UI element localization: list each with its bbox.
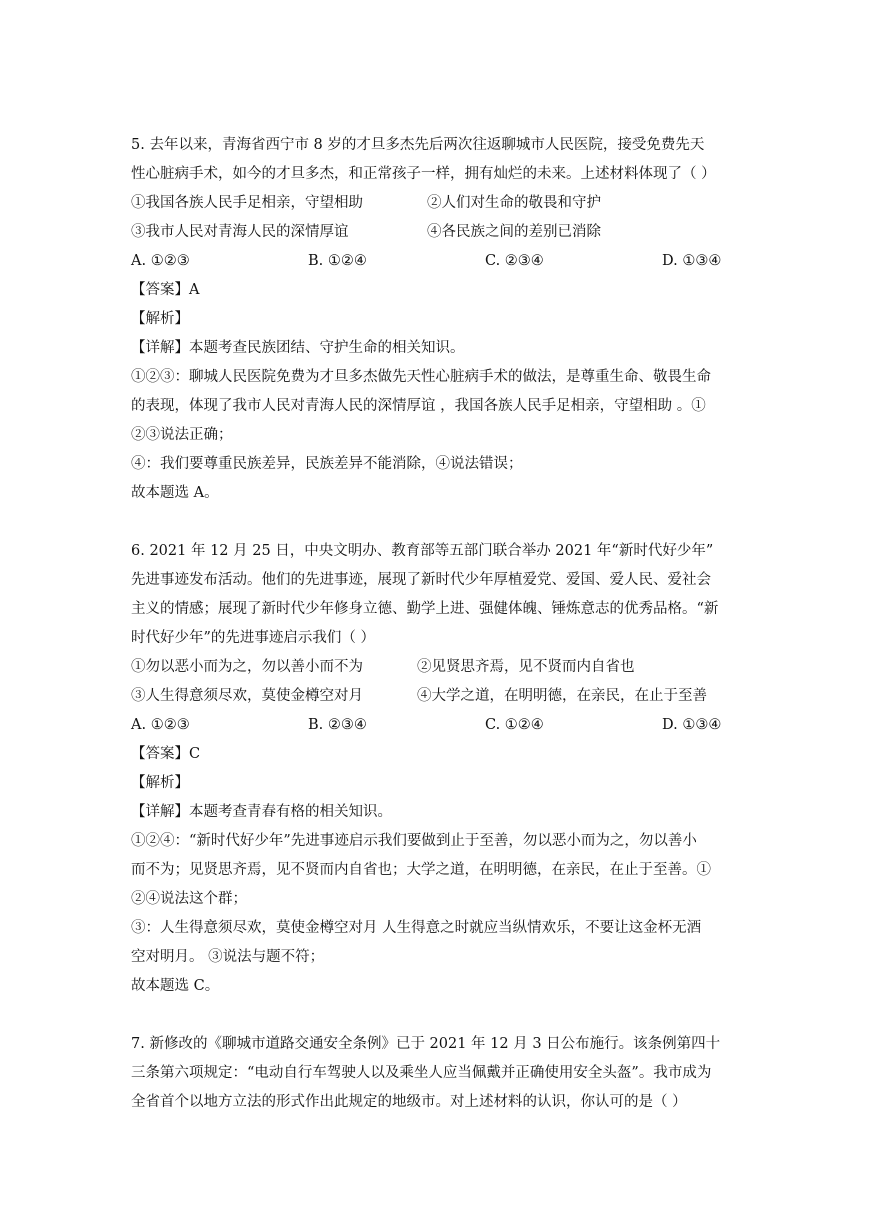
q6-explanation-line-5: 空对明月。 ③说法与题不符； bbox=[131, 949, 325, 965]
q5-conclusion: 故本题选 A。 bbox=[131, 485, 219, 501]
q6-explanation-line-3: ②④说法这个群； bbox=[131, 891, 247, 907]
q5-statement-3: ③我市人民对青海人民的深情厚谊 bbox=[131, 224, 349, 240]
q6-statement-4: ④大学之道，在明明德，在亲民，在止于至善 bbox=[417, 688, 707, 704]
q6-statement-3: ③人生得意须尽欢，莫使金樽空对月 bbox=[131, 688, 363, 704]
q6-option-d: D. ①③④ bbox=[662, 717, 722, 733]
q7-stem-line-3: 全省首个以地方立法的形式作出此规定的地级市。对上述材料的认识，你认可的是（ ） bbox=[131, 1094, 687, 1110]
q6-option-c: C. ①②④ bbox=[485, 717, 544, 733]
q5-statements-row-2 bbox=[131, 222, 741, 242]
q6-explanation-line-2: 而不为；见贤思齐焉，见不贤而内自省也；大学之道，在明明德，在亲民，在止于至善。① bbox=[131, 862, 711, 878]
q5-option-b: B. ①②④ bbox=[308, 253, 367, 269]
q5-answer: 【答案】A bbox=[131, 282, 200, 298]
q6-option-b: B. ②③④ bbox=[308, 717, 367, 733]
q5-detail: 【详解】本题考查民族团结、守护生命的相关知识。 bbox=[131, 340, 465, 356]
q5-statement-1: ①我国各族人民手足相亲，守望相助 bbox=[131, 195, 363, 211]
q6-statements-row-1 bbox=[131, 657, 741, 677]
q5-explanation-line-1: ①②③：聊城人民医院免费为才旦多杰做先天性心脏病手术的做法，是尊重生命、敬畏生命 bbox=[131, 369, 711, 385]
q6-statement-2: ②见贤思齐焉，见不贤而内自省也 bbox=[417, 659, 635, 675]
q5-explanation-line-4: ④：我们要尊重民族差异，民族差异不能消除，④说法错误； bbox=[131, 456, 523, 472]
q5-statement-2: ②人们对生命的敬畏和守护 bbox=[427, 195, 601, 211]
q5-option-d: D. ①③④ bbox=[662, 253, 722, 269]
q6-analysis-heading: 【解析】 bbox=[131, 775, 189, 791]
q7-stem-line-2: 三条第六项规定：“电动自行车驾驶人以及乘坐人应当佩戴并正确使用安全头盔”。我市成为 bbox=[131, 1065, 712, 1081]
q5-explanation-line-3: ②③说法正确； bbox=[131, 427, 233, 443]
q6-statements-row-2 bbox=[131, 686, 741, 706]
q7-stem-line-1: 7. 新修改的《聊城市道路交通安全条例》已于 2021 年 12 月 3 日公布施行。该条例第四十 bbox=[131, 1036, 721, 1052]
q6-detail: 【详解】本题考查青春有格的相关知识。 bbox=[131, 804, 392, 820]
q5-statements-row-1 bbox=[131, 193, 741, 213]
q5-stem-line-2: 性心脏病手术，如今的才旦多杰，和正常孩子一样，拥有灿烂的未来。上述材料体现了（ ） bbox=[131, 166, 716, 182]
q6-options-row bbox=[131, 715, 741, 735]
q5-options-row bbox=[131, 251, 741, 271]
q6-stem-line-2: 先进事迹发布活动。他们的先进事迹，展现了新时代少年厚植爱党、爱国、爱人民、爱社会 bbox=[131, 572, 711, 588]
q5-option-c: C. ②③④ bbox=[485, 253, 544, 269]
q6-stem-line-4: 时代好少年”的先进事迹启示我们（ ） bbox=[131, 630, 376, 646]
q6-explanation-line-1: ①②④：“新时代好少年”先进事迹启示我们要做到止于至善，勿以恶小而为之，勿以善小 bbox=[131, 833, 697, 849]
q5-explanation-line-2: 的表现，体现了我市人民对青海人民的深情厚谊 ，我国各族人民手足相亲，守望相助 。① bbox=[131, 398, 706, 414]
q5-stem-line-1: 5. 去年以来，青海省西宁市 8 岁的才旦多杰先后两次往返聊城市人民医院，接受免费先天 bbox=[131, 137, 705, 153]
q5-analysis-heading: 【解析】 bbox=[131, 311, 189, 327]
q6-statement-1: ①勿以恶小而为之，勿以善小而不为 bbox=[131, 659, 363, 675]
q5-statement-4: ④各民族之间的差别已消除 bbox=[427, 224, 601, 240]
q6-option-a: A. ①②③ bbox=[131, 717, 190, 733]
q6-stem-line-1: 6. 2021 年 12 月 25 日，中央文明办、教育部等五部门联合举办 2021 年“新时代好少年” bbox=[131, 543, 714, 559]
q6-stem-line-3: 主义的情感；展现了新时代少年修身立德、勤学上进、强健体魄、锤炼意志的优秀品格。“新 bbox=[131, 601, 719, 617]
q6-explanation-line-4: ③：人生得意须尽欢，莫使金樽空对月 人生得意之时就应当纵情欢乐，不要让这金杯无酒 bbox=[131, 920, 702, 936]
q6-answer: 【答案】C bbox=[131, 746, 201, 762]
q6-conclusion: 故本题选 C。 bbox=[131, 978, 220, 994]
q5-option-a: A. ①②③ bbox=[131, 253, 190, 269]
